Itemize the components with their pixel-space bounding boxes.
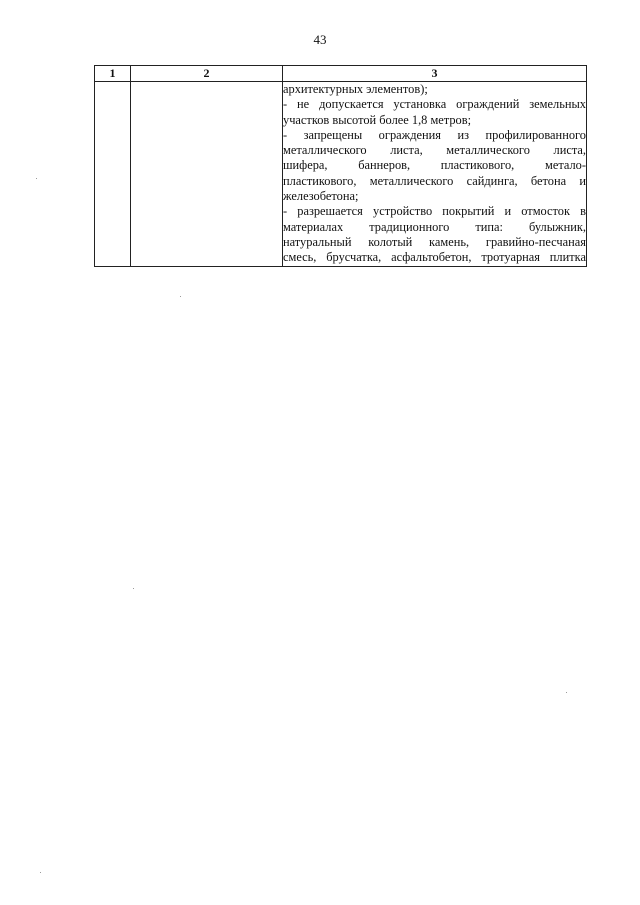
column-header-1: 1	[95, 66, 131, 82]
table-row	[95, 82, 587, 267]
text-line: участков высотой более 1,8 метров;	[283, 112, 472, 127]
scan-speck	[133, 588, 134, 589]
text-line: - разрешается устройство покрытий и отмосток в	[283, 204, 586, 219]
scan-speck	[180, 296, 181, 297]
text-line: металлического листа, металлического листа,	[283, 143, 586, 158]
document-table	[94, 65, 587, 267]
text-line: материалах традиционного типа: булыжник,	[283, 219, 586, 234]
text-line: натуральный колотый камень, гравийно-песчаная	[283, 234, 586, 249]
scan-speck	[40, 872, 41, 873]
text-line: пластикового, металлического сайдинга, бетона и	[283, 173, 586, 188]
text-line: архитектурных элементов);	[283, 82, 428, 96]
text-line: - запрещены ограждения из профилированного	[283, 127, 586, 142]
table-cell-col1	[95, 82, 131, 267]
text-line: шифера, баннеров, пластикового, метало-	[283, 158, 586, 173]
table-cell-col3	[283, 82, 587, 267]
column-header-2: 2	[131, 66, 283, 82]
table-header-row	[95, 66, 587, 82]
page-number: 43	[313, 32, 327, 47]
scan-speck	[36, 178, 37, 179]
column-header-3: 3	[283, 66, 587, 82]
text-line: смесь, брусчатка, асфальтобетон, тротуарная плитка	[283, 250, 586, 265]
table-cell-col2	[131, 82, 283, 267]
scan-speck	[566, 692, 567, 693]
text-line: - не допускается установка ограждений земельных	[283, 97, 586, 112]
text-line: железобетона;	[283, 189, 359, 204]
